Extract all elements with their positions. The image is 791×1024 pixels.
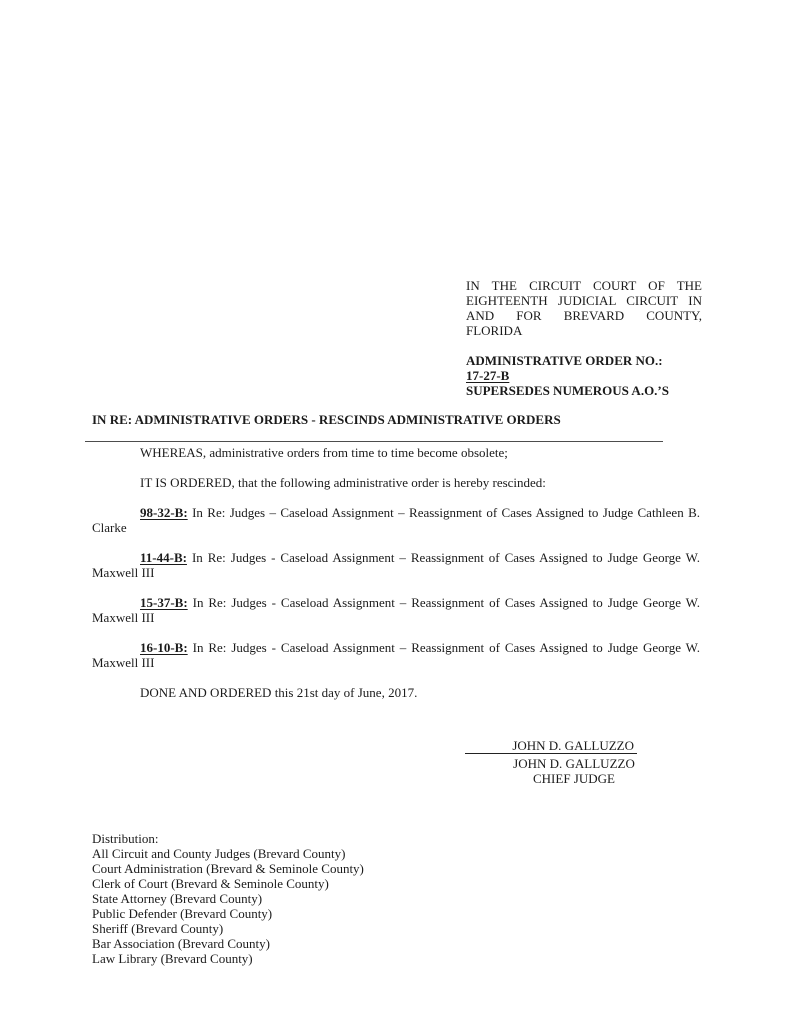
ordered-clause: IT IS ORDERED, that the following administrative order is hereby rescinded: [140,475,546,490]
court-caption-line-2: EIGHTEENTH JUDICIAL CIRCUIT IN [466,293,702,308]
rescinded-order-text: In Re: Judges - Caseload Assignment – Reassignment of Cases Assigned to Judge George W. [191,550,701,565]
rescinded-order-text: In Re: Judges - Caseload Assignment – Reassignment of Cases Assigned to Judge George W. [192,640,701,655]
rescinded-order-continuation: Maxwell III [92,610,155,625]
rescinded-order-number: 16-10-B: [140,640,188,655]
signature-block [465,738,637,786]
distribution-item: Law Library (Brevard County) [92,951,253,966]
signature-line: JOHN D. GALLUZZO [465,738,637,754]
court-caption [466,278,702,338]
court-caption-line-3: AND FOR BREVARD COUNTY, [466,308,702,323]
rescinded-order-item [92,550,700,580]
rescinded-order-continuation: Maxwell III [92,655,155,670]
distribution-item: All Circuit and County Judges (Brevard County) [92,846,346,861]
distribution-item: State Attorney (Brevard County) [92,891,263,906]
rescinded-order-item [92,595,700,625]
distribution-item: Public Defender (Brevard County) [92,906,273,921]
rescinded-order-first-line [92,505,700,520]
signer-printed-name: JOHN D. GALLUZZO [513,756,635,771]
rescinded-order-text: In Re: Judges - Caseload Assignment – Reassignment of Cases Assigned to Judge George W. [192,595,701,610]
rescinded-order-first-line [92,550,700,565]
rescinded-order-continuation: Maxwell III [92,565,155,580]
distribution-item: Clerk of Court (Brevard & Seminole County) [92,876,329,891]
order-body [92,445,700,715]
order-number-label: ADMINISTRATIVE ORDER NO.: [466,353,663,368]
administrative-order-number-block [466,353,702,398]
distribution-item: Bar Association (Brevard County) [92,936,270,951]
rescinded-order-number: 11-44-B: [140,550,187,565]
distribution-item: Court Administration (Brevard & Seminole County) [92,861,364,876]
rescinded-order-number: 98-32-B: [140,505,188,520]
signer-title: CHIEF JUDGE [533,771,615,786]
court-caption-line-1: IN THE CIRCUIT COURT OF THE [466,278,702,293]
rescinded-order-number: 15-37-B: [140,595,188,610]
distribution-heading: Distribution: [92,831,159,846]
order-number-value: 17-27-B [466,368,510,383]
distribution-list [92,831,364,966]
rescinded-order-item [92,505,700,535]
rescinded-order-text: In Re: Judges – Caseload Assignment – Reassignment of Cases Assigned to Judge Cathleen B. [192,505,701,520]
distribution-item: Sheriff (Brevard County) [92,921,224,936]
supersedes-note: SUPERSEDES NUMEROUS A.O.’S [466,383,669,398]
rescinded-order-continuation: Clarke [92,520,127,535]
court-caption-line-4: FLORIDA [466,323,523,338]
whereas-clause: WHEREAS, administrative orders from time to time become obsolete; [140,445,508,460]
divider-line [85,441,663,442]
rescinded-order-item [92,640,700,670]
rescinded-order-first-line [92,640,700,655]
subject-line: IN RE: ADMINISTRATIVE ORDERS - RESCINDS ADMINISTRATIVE ORDERS [92,412,561,427]
rescinded-order-first-line [92,595,700,610]
done-ordered-clause: DONE AND ORDERED this 21st day of June, 2017. [140,685,418,700]
